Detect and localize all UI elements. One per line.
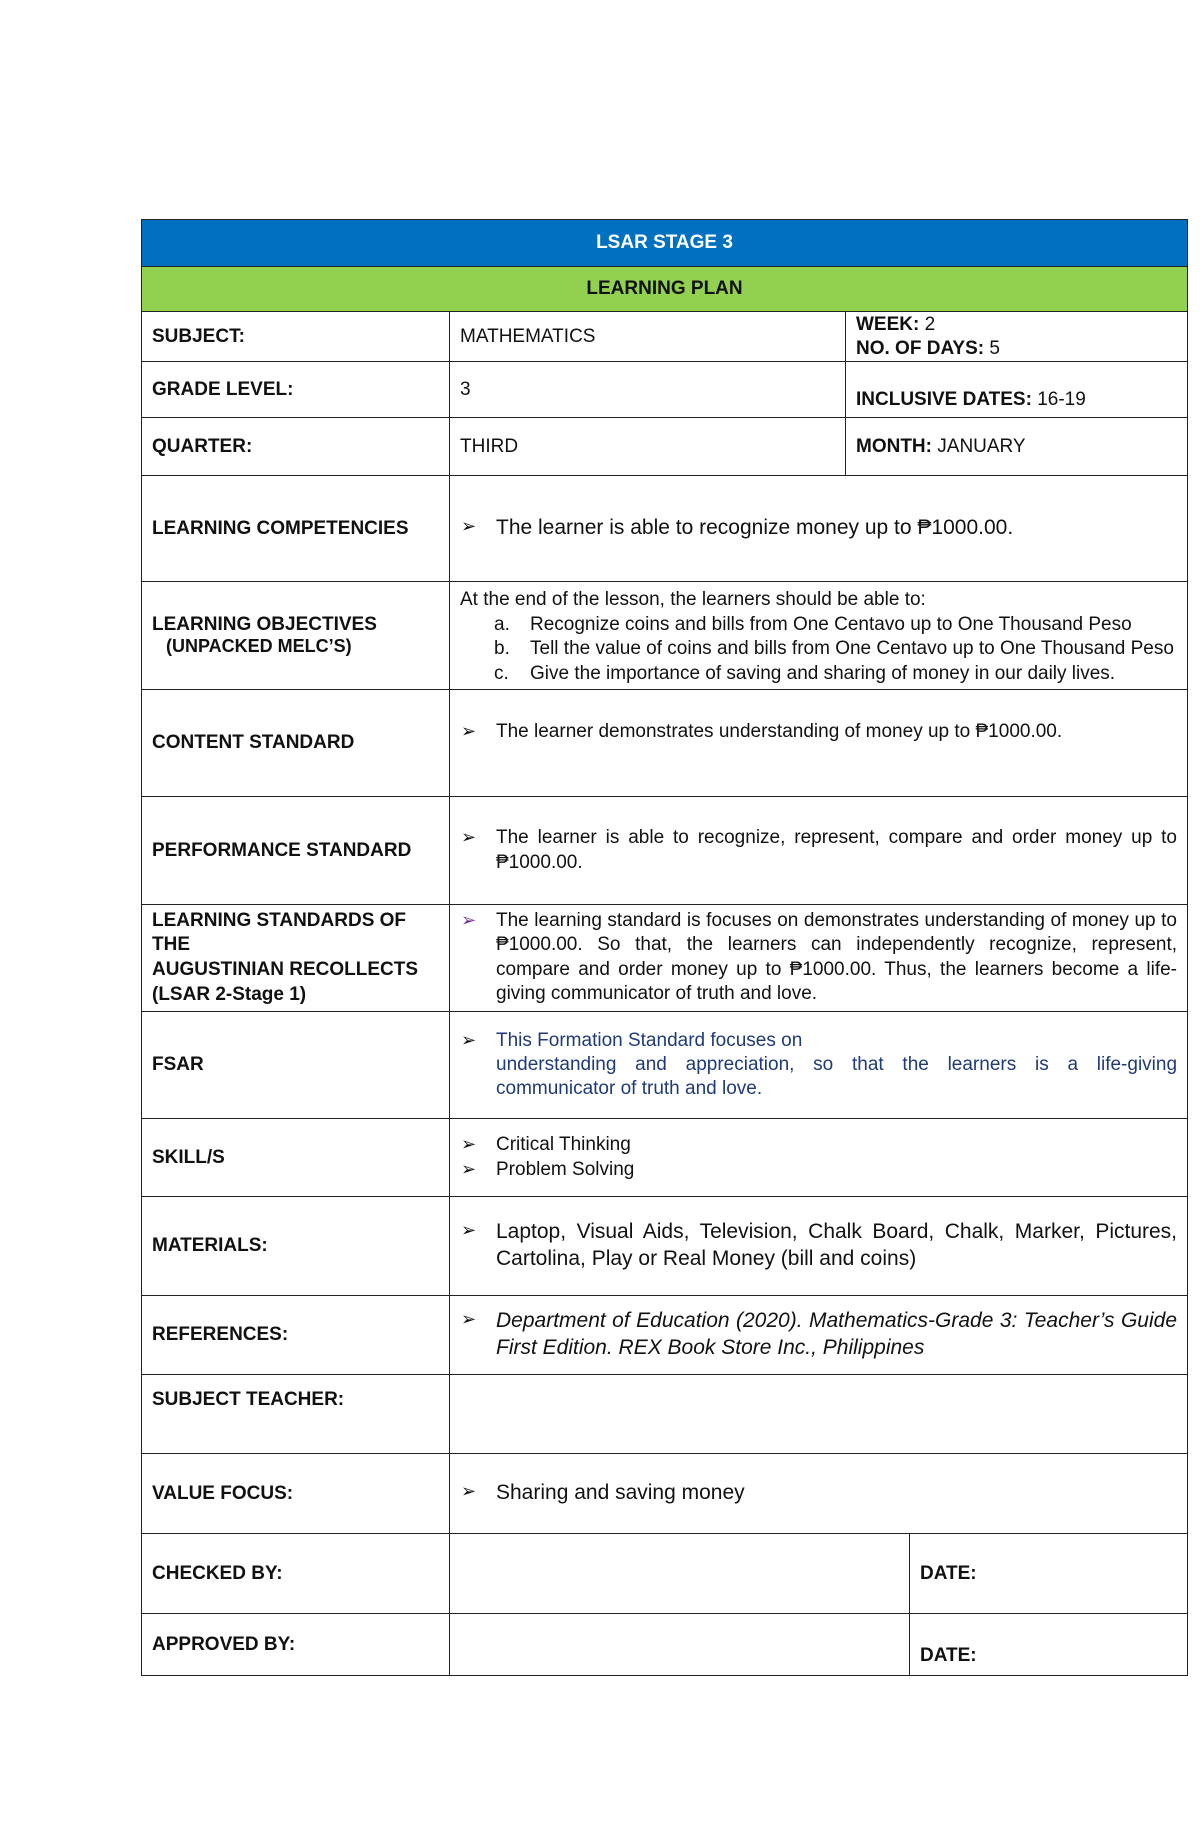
value-focus-cell xyxy=(450,1454,1188,1534)
dates-cell xyxy=(846,362,1188,418)
approved-row xyxy=(142,1614,1188,1676)
lsar-label-line2: AUGUSTINIAN RECOLLECTS xyxy=(152,959,418,980)
quarter-value: THIRD xyxy=(450,418,846,476)
arrow-bullet-icon: ➢ xyxy=(461,1220,477,1241)
competencies-label: LEARNING COMPETENCIES xyxy=(142,476,450,582)
list-item: ➢ The learner is able to recognize money up to ₱1000.00. xyxy=(461,516,1014,540)
skills-list xyxy=(460,1133,1177,1182)
list-item: ➢ Sharing and saving money xyxy=(461,1481,745,1505)
lsar-label-line3: (LSAR 2-Stage 1) xyxy=(152,983,307,1005)
days-value: 5 xyxy=(989,337,1000,359)
list-item: ➢ The learning standard is focuses on demonstrates understanding of money up to ₱1000.00. So that, the learners can independently recognize, represent, compare and order money up to ₱1000.00. Thus, the learners become a life-giving communicator of truth and love. xyxy=(461,910,1178,1004)
list-item: ➢ Problem Solving xyxy=(461,1158,635,1180)
references-list xyxy=(460,1308,1177,1362)
week-value: 2 xyxy=(924,313,936,335)
arrow-bullet-icon: ➢ xyxy=(461,827,477,848)
plan-banner: LEARNING PLAN xyxy=(142,267,1188,312)
subject-value: MATHEMATICS xyxy=(450,312,846,362)
dates-value: 16-19 xyxy=(1037,389,1086,410)
approved-signature xyxy=(450,1614,910,1676)
performance-standard-row xyxy=(142,797,1188,905)
subject-row xyxy=(142,312,1188,362)
quarter-row xyxy=(142,418,1188,476)
competencies-row xyxy=(142,476,1188,582)
plan-banner-row xyxy=(142,267,1188,312)
subject-label: SUBJECT: xyxy=(142,312,450,362)
week-cell xyxy=(846,312,1188,362)
days-label: NO. OF DAYS: xyxy=(856,337,985,359)
grade-row xyxy=(142,362,1188,418)
objectives-label-cell xyxy=(142,582,450,690)
skills-label: SKILL/S xyxy=(142,1119,450,1197)
approved-label: APPROVED BY: xyxy=(142,1614,450,1676)
fsar-label: FSAR xyxy=(142,1012,450,1119)
value-focus-label: VALUE FOCUS: xyxy=(142,1454,450,1534)
skills-row xyxy=(142,1119,1188,1197)
fsar-cell xyxy=(450,1012,1188,1119)
list-item: ➢ The learner demonstrates understanding of money up to ₱1000.00. xyxy=(461,721,1063,742)
skills-cell xyxy=(450,1119,1188,1197)
competencies-cell xyxy=(450,476,1188,582)
value-focus-list xyxy=(460,1480,1177,1507)
lsar-cell xyxy=(450,905,1188,1012)
lsar-label-cell xyxy=(142,905,450,1012)
content-standard-row xyxy=(142,690,1188,797)
objectives-list xyxy=(460,613,1177,687)
list-item: c. Give the importance of saving and sharing of money in our daily lives. xyxy=(494,663,1116,685)
arrow-bullet-icon: ➢ xyxy=(461,1134,477,1155)
objectives-sublabel: (UNPACKED MELC’S) xyxy=(166,636,352,656)
week-label: WEEK: xyxy=(856,313,920,335)
learning-plan-table xyxy=(141,219,1188,1676)
approved-date-label: DATE: xyxy=(910,1614,1188,1676)
quarter-label: QUARTER: xyxy=(142,418,450,476)
objectives-label: LEARNING OBJECTIVES xyxy=(152,614,377,635)
month-cell xyxy=(846,418,1188,476)
list-item: ➢ The learner is able to recognize, represent, compare and order money up to ₱1000.00. xyxy=(461,827,1178,873)
teacher-label: SUBJECT TEACHER: xyxy=(142,1375,450,1454)
value-focus-row xyxy=(142,1454,1188,1534)
content-standard-cell xyxy=(450,690,1188,797)
arrow-bullet-icon: ➢ xyxy=(461,1309,477,1330)
stage-banner-row xyxy=(142,220,1188,267)
objectives-row xyxy=(142,582,1188,690)
lsar-row xyxy=(142,905,1188,1012)
objectives-intro: At the end of the lesson, the learners should be able to: xyxy=(460,589,926,610)
references-label: REFERENCES: xyxy=(142,1296,450,1375)
arrow-bullet-icon: ➢ xyxy=(461,516,477,537)
references-row xyxy=(142,1296,1188,1375)
stage-banner: LSAR STAGE 3 xyxy=(142,220,1188,267)
arrow-bullet-icon: ➢ xyxy=(461,910,477,930)
arrow-bullet-icon: ➢ xyxy=(461,721,477,741)
month-label: MONTH: xyxy=(856,435,932,457)
checked-date-label: DATE: xyxy=(910,1534,1188,1614)
teacher-row xyxy=(142,1375,1188,1454)
list-item: ➢ This Formation Standard focuses on understanding and appreciation, so that the learners is a life-giving communicator of truth and love. xyxy=(461,1029,1178,1100)
arrow-bullet-icon: ➢ xyxy=(461,1029,477,1050)
fsar-list xyxy=(460,1029,1177,1102)
references-cell xyxy=(450,1296,1188,1375)
list-item: b. Tell the value of coins and bills from One Centavo up to One Thousand Peso xyxy=(494,638,1174,660)
checked-signature xyxy=(450,1534,910,1614)
arrow-bullet-icon: ➢ xyxy=(461,1481,477,1502)
materials-row xyxy=(142,1197,1188,1296)
performance-standard-cell xyxy=(450,797,1188,905)
lsar-label-line1: LEARNING STANDARDS OF THE xyxy=(152,909,407,956)
list-item: ➢ Laptop, Visual Aids, Television, Chalk Board, Chalk, Marker, Pictures, Cartolina, Play or Real Money (bill and coins) xyxy=(461,1220,1178,1270)
list-item: ➢ Department of Education (2020). Mathematics-Grade 3: Teacher’s Guide First Edition. REX Book Store Inc., Philippines xyxy=(461,1309,1178,1359)
month-value: JANUARY xyxy=(937,435,1026,457)
performance-standard-list xyxy=(460,826,1177,875)
objectives-cell xyxy=(450,582,1188,690)
list-item: ➢ Critical Thinking xyxy=(461,1134,631,1156)
checked-label: CHECKED BY: xyxy=(142,1534,450,1614)
competencies-list xyxy=(460,515,1177,542)
content-standard-label: CONTENT STANDARD xyxy=(142,690,450,797)
performance-standard-label: PERFORMANCE STANDARD xyxy=(142,797,450,905)
arrow-bullet-icon: ➢ xyxy=(461,1158,477,1179)
materials-label: MATERIALS: xyxy=(142,1197,450,1296)
content-standard-list xyxy=(460,720,1177,744)
checked-row xyxy=(142,1534,1188,1614)
teacher-value xyxy=(450,1375,1188,1454)
dates-label: INCLUSIVE DATES: xyxy=(856,389,1032,410)
materials-cell xyxy=(450,1197,1188,1296)
list-item: a. Recognize coins and bills from One Centavo up to One Thousand Peso xyxy=(494,613,1132,635)
grade-value: 3 xyxy=(450,362,846,418)
fsar-row xyxy=(142,1012,1188,1119)
lsar-list xyxy=(460,909,1177,1006)
materials-list xyxy=(460,1219,1177,1273)
grade-label: GRADE LEVEL: xyxy=(142,362,450,418)
